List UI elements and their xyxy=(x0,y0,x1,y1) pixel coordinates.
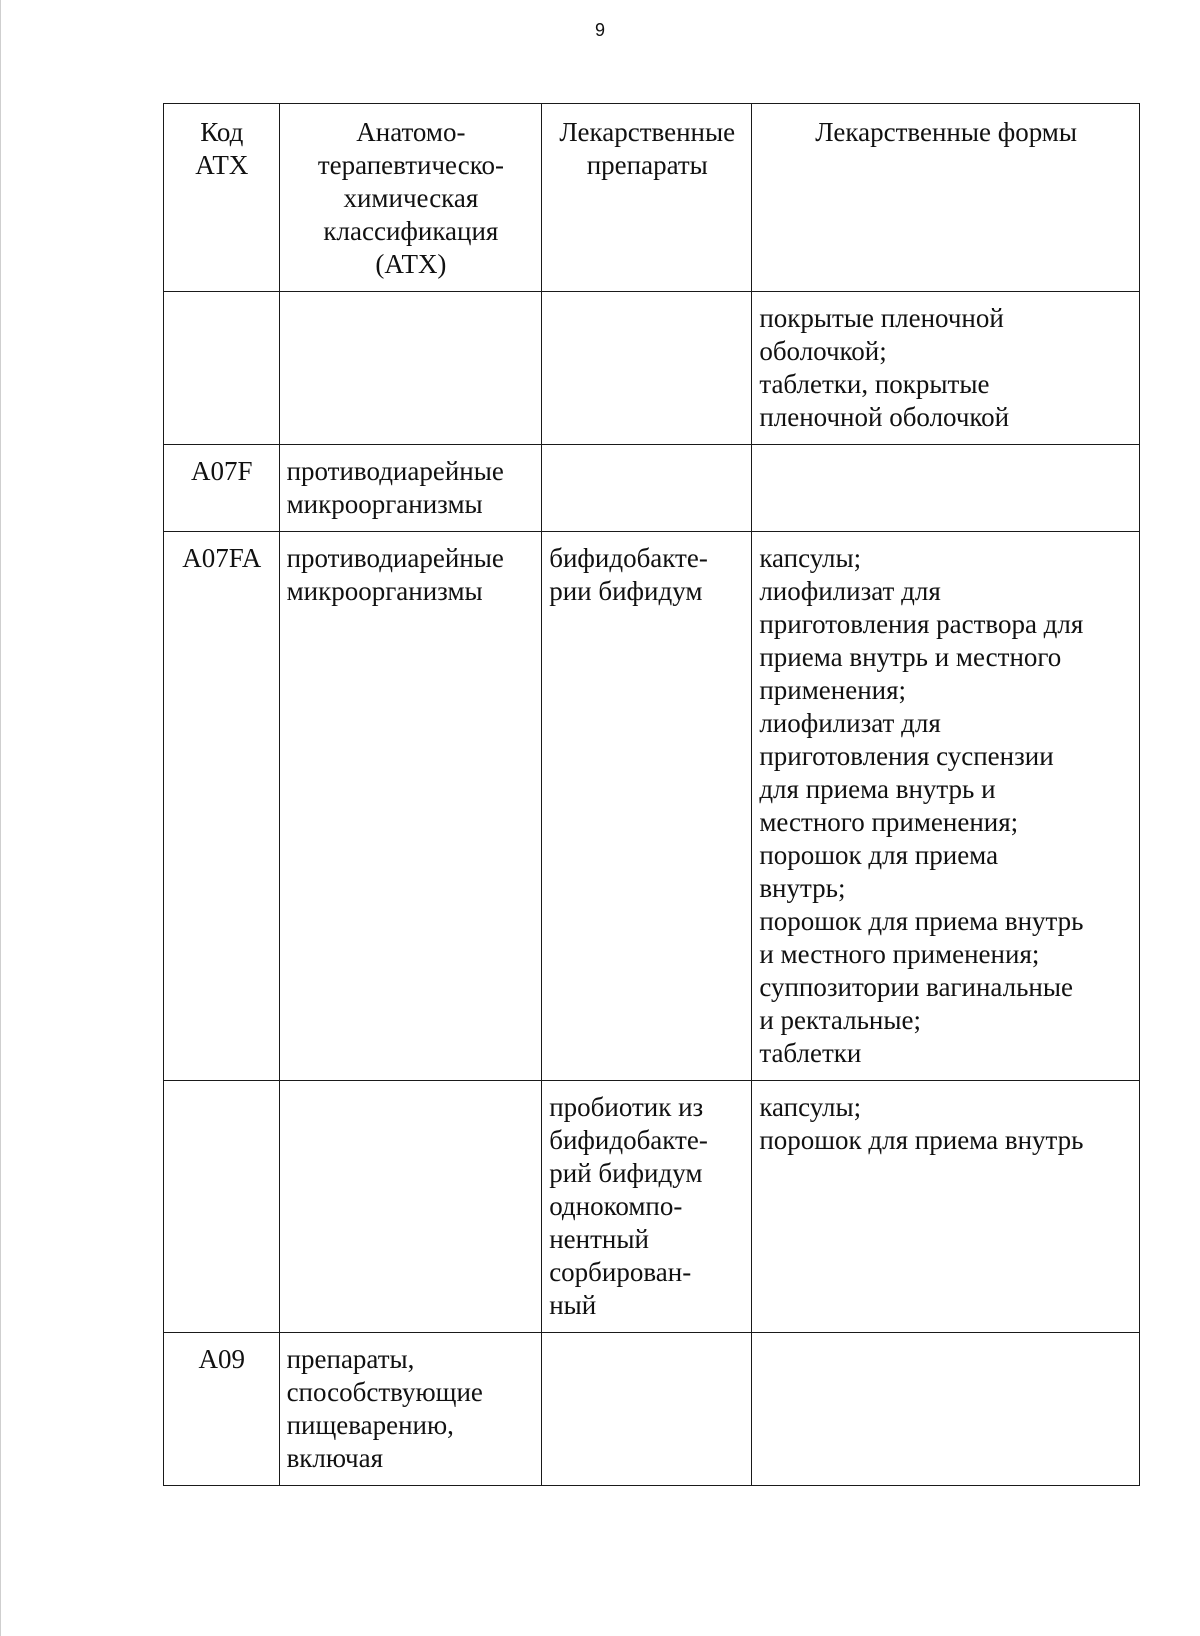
cell-atc xyxy=(279,292,542,445)
cell-forms xyxy=(752,1333,1140,1486)
cell-code: A07FA xyxy=(164,532,280,1081)
cell-drug xyxy=(542,445,752,532)
cell-code: A07F xyxy=(164,445,280,532)
cell-forms xyxy=(752,445,1140,532)
cell-forms: капсулы; порошок для приема внутрь xyxy=(752,1081,1140,1333)
cell-code xyxy=(164,292,280,445)
cell-atc xyxy=(279,1081,542,1333)
cell-drug: пробиотик из бифидобакте- рий бифидум однокомпо- нентный сорбирован- ный xyxy=(542,1081,752,1333)
cell-drug xyxy=(542,292,752,445)
table-header-row xyxy=(164,104,1140,292)
cell-forms: капсулы; лиофилизат для приготовления раствора для приема внутрь и местного применения; лиофилизат для приготовления суспензии для приема внутрь и местного применения; порошок для приема внутрь; порошок для приема внутрь и местного применения; суппозитории вагинальные и ректальные; таблетки xyxy=(752,532,1140,1081)
table-row xyxy=(164,445,1140,532)
table-row xyxy=(164,1081,1140,1333)
table-row xyxy=(164,1333,1140,1486)
cell-forms: покрытые пленочной оболочкой; таблетки, покрытые пленочной оболочкой xyxy=(752,292,1140,445)
cell-drug xyxy=(542,1333,752,1486)
atc-table xyxy=(163,103,1140,1486)
cell-drug: бифидобакте- рии бифидум xyxy=(542,532,752,1081)
cell-code: A09 xyxy=(164,1333,280,1486)
scan-edge-line xyxy=(0,0,1,1636)
table-row xyxy=(164,292,1140,445)
header-dosage-forms: Лекарственные формы xyxy=(752,104,1140,292)
cell-code xyxy=(164,1081,280,1333)
header-code: Код АТХ xyxy=(164,104,280,292)
cell-atc: противодиарейные микроорганизмы xyxy=(279,445,542,532)
header-drugs: Лекарственные препараты xyxy=(542,104,752,292)
page-number: 9 xyxy=(594,20,605,40)
cell-atc: противодиарейные микроорганизмы xyxy=(279,532,542,1081)
cell-atc: препараты, способствующие пищеварению, включая xyxy=(279,1333,542,1486)
table-row xyxy=(164,532,1140,1081)
header-atc-classification: Анатомо- терапевтическо- химическая классификация (АТХ) xyxy=(279,104,542,292)
